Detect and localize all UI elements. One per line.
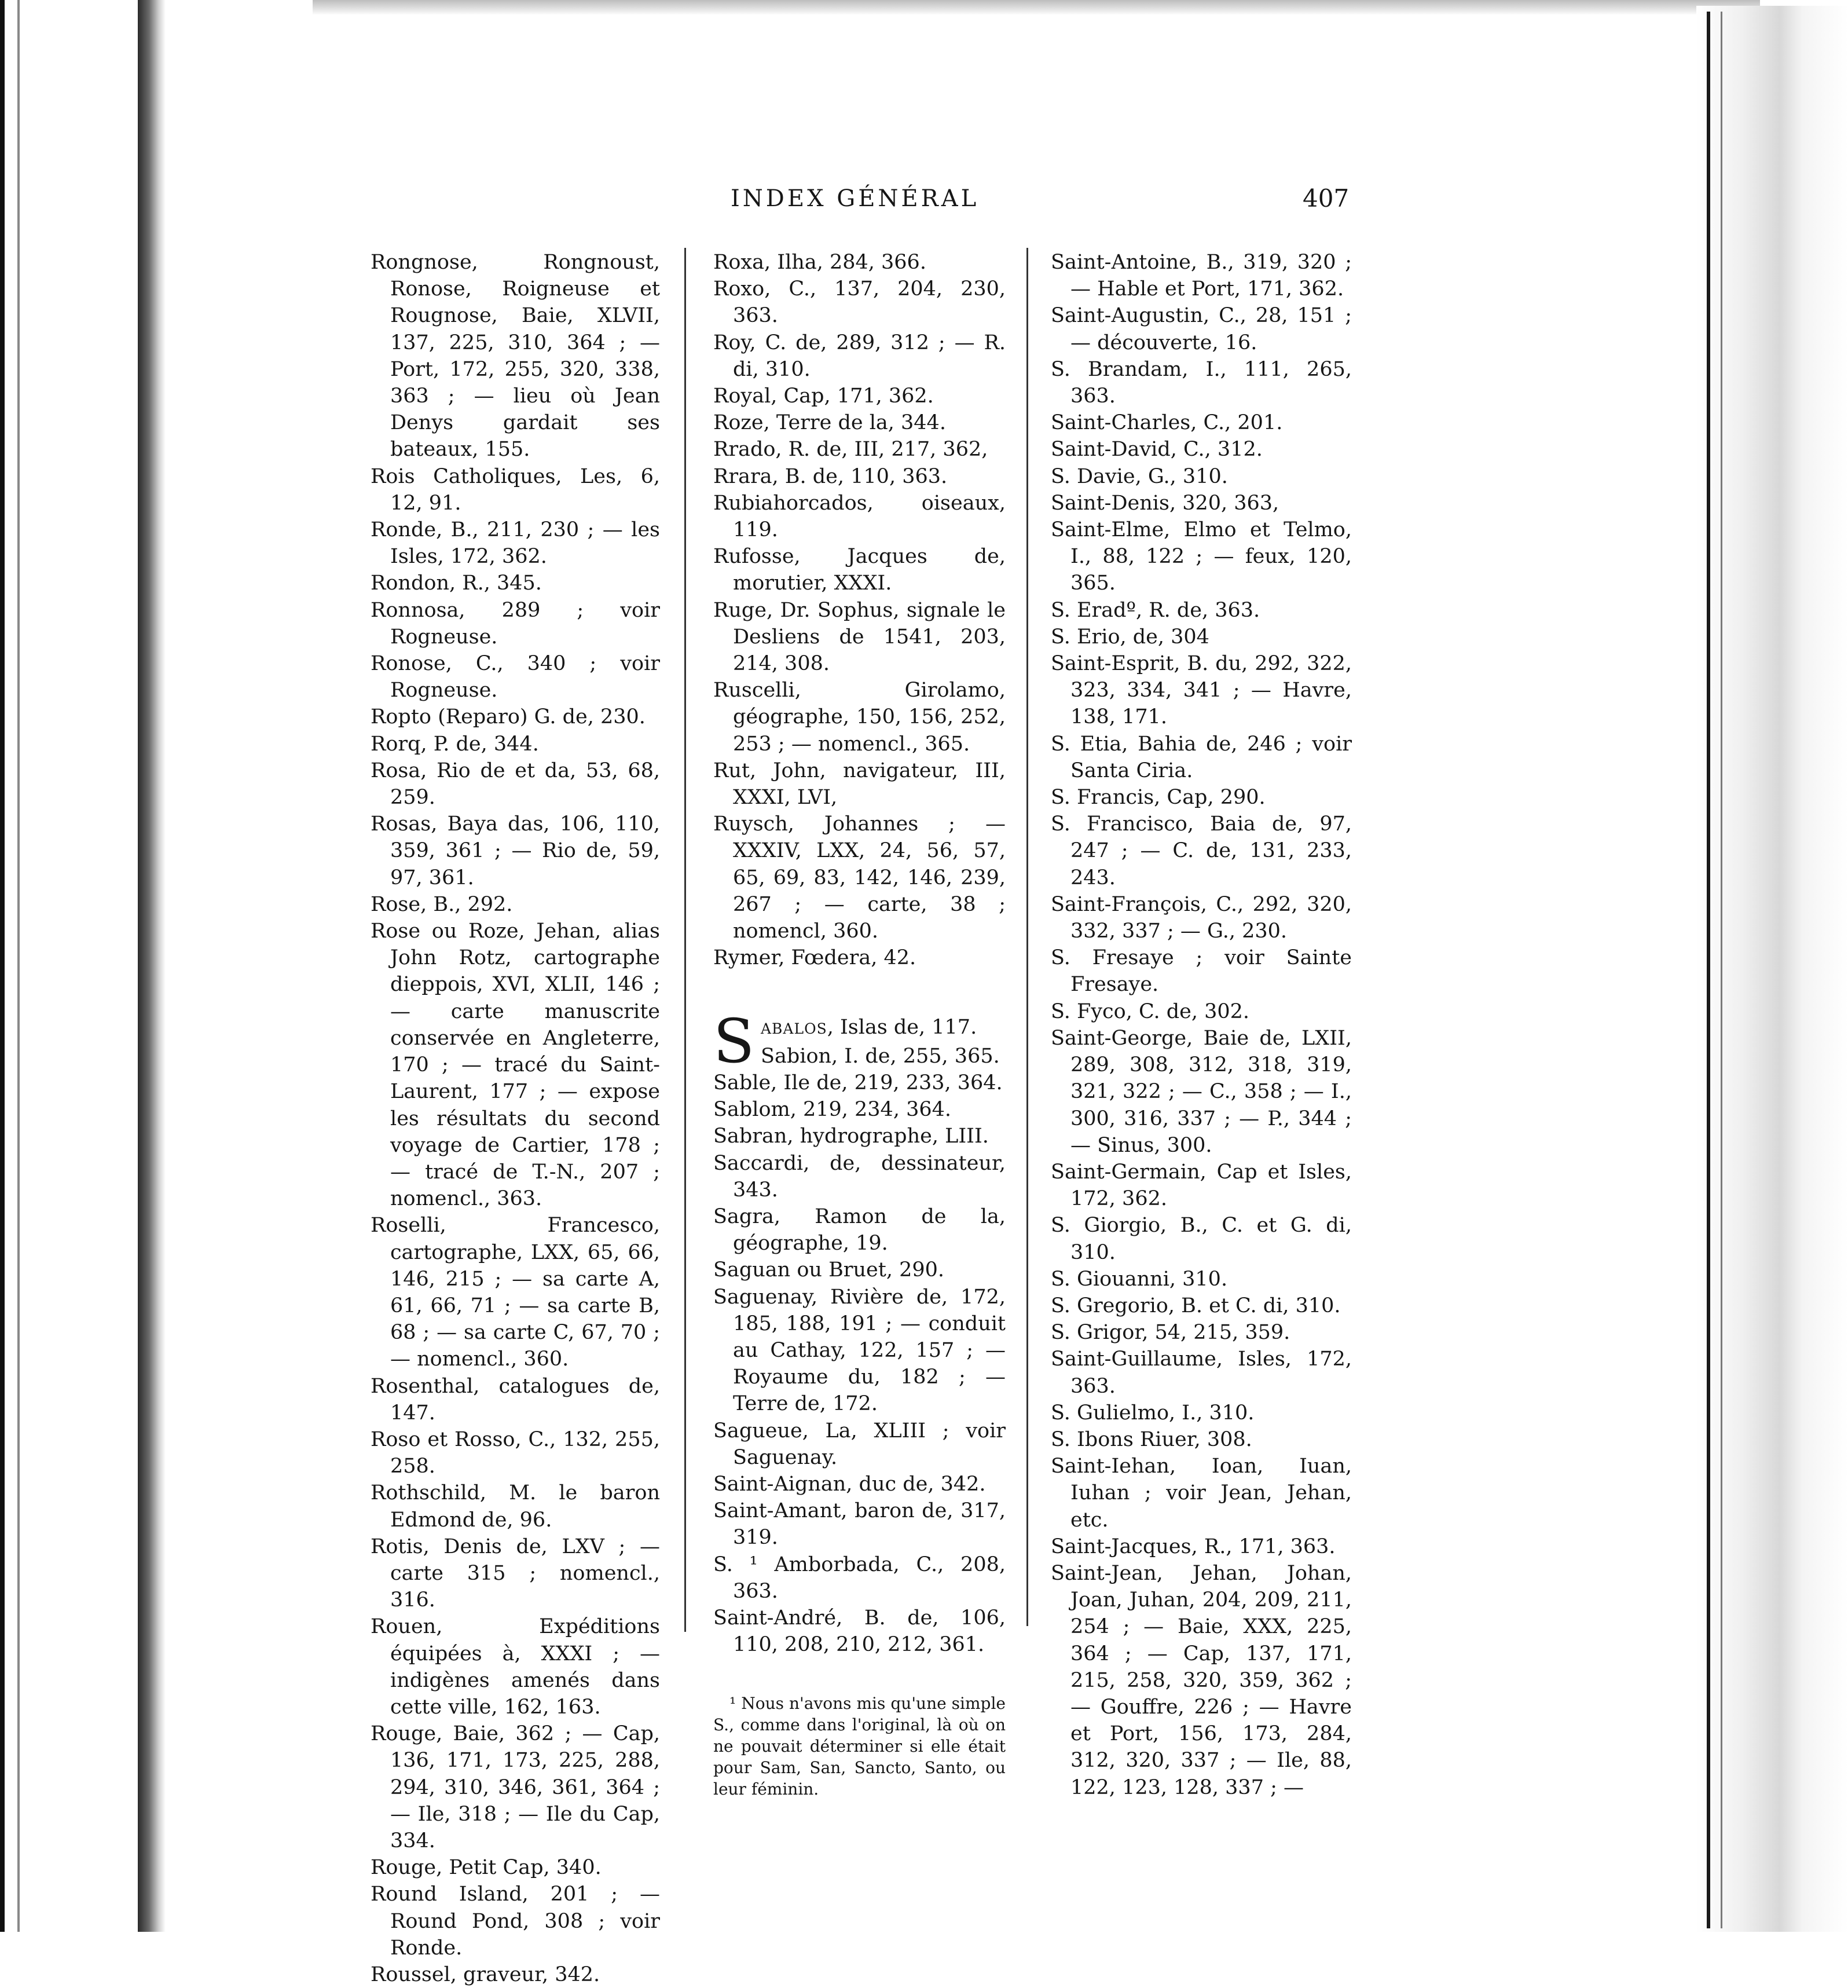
index-entry: Roselli, Francesco, cartographe, LXX, 65, 66, 146, 215 ; — sa carte A, 61, 66, 71 ; — sa carte B, 68 ; — sa carte C, 67, 70 ; — nomencl., 360. (371, 1214, 660, 1371)
index-entry: Rufosse, Jacques de, morutier, XXXI. (713, 545, 1006, 595)
index-entry: Royal, Cap, 171, 362. (713, 385, 934, 408)
index-entry: Saint-Germain, Cap et Isles, 172, 362. (1051, 1160, 1352, 1211)
entry-text: , Islas de, 117. (827, 1016, 977, 1039)
index-entry: Rondon, R., 345. (371, 572, 542, 595)
index-entry: Saint-Amant, baron de, 317, 319. (713, 1499, 1006, 1550)
index-column-2 (713, 249, 1006, 1816)
index-entry: S. Etia, Bahia de, 246 ; voir Santa Ciria. (1051, 732, 1352, 782)
index-entry: Saint-Aignan, duc de, 342. (713, 1472, 986, 1496)
page-edge-line (1707, 12, 1710, 1928)
index-entry: S. Fyco, C. de, 302. (1051, 1000, 1250, 1023)
index-entry: Rongnose, Rongnoust, Ronose, Roigneuse et Rougnose, Baie, XLVII, 137, 225, 310, 364 ; — Port, 172, 255, 320, 338, 363 ; — lieu où Jean Denys gardait ses bateaux, 155. (371, 251, 660, 462)
index-entry: Saccardi, de, dessinateur, 343. (713, 1151, 1006, 1202)
column-rule-1 (684, 248, 686, 1632)
index-entry: S. Giouanni, 310. (1051, 1267, 1228, 1291)
index-entry: Saint-George, Baie de, LXII, 289, 308, 312, 318, 319, 321, 322 ; — C., 358 ; — I., 300, 316, 337 ; — P., 344 ; — Sinus, 300. (1051, 1026, 1352, 1157)
index-entry: Saint-Elme, Elmo et Telmo, I., 88, 122 ; — feux, 120, 365. (1051, 518, 1352, 595)
index-entry: Ruysch, Johannes ; — XXXIV, LXX, 24, 56, 57, 65, 69, 83, 142, 146, 239, 267 ; — carte, 38 ; nomencl, 360. (713, 812, 1006, 943)
index-entry: Ruge, Dr. Sophus, signale le Desliens de 1541, 203, 214, 308. (713, 598, 1006, 676)
index-entry: S. Eradº, R. de, 363. (1051, 598, 1260, 622)
index-entry: Rrado, R. de, III, 217, 362, (713, 438, 988, 462)
index-entry: Sablom, 219, 234, 364. (713, 1098, 951, 1122)
index-entry: Rymer, Fœdera, 42. (713, 946, 916, 970)
index-entry: Saint-François, C., 292, 320, 332, 337 ; — G., 230. (1051, 892, 1352, 943)
index-entry: Saint-Antoine, B., 319, 320 ; — Hable et Port, 171, 362. (1051, 251, 1352, 301)
index-entry: Saint-André, B. de, 106, 110, 208, 210, 212, 361. (713, 1606, 1006, 1657)
index-entry: Saguenay, Rivière de, 172, 185, 188, 191 ; — conduit au Cathay, 122, 157 ; — Royaume du, 182 ; — Terre de, 172. (713, 1285, 1006, 1416)
index-entry: Saint-Augustin, C., 28, 151 ; — découverte, 16. (1051, 304, 1352, 354)
small-caps-text: ABALOS (761, 1020, 827, 1038)
index-entry: Rotis, Denis de, LXV ; — carte 315 ; nomencl., 316. (371, 1535, 660, 1612)
footnote: ¹ Nous n'avons mis qu'une simple S., comme dans l'original, là où on ne pouvait déterminer si elle était pour Sam, San, Sancto, Santo, ou leur féminin. (713, 1694, 1006, 1799)
index-entry: Rouge, Baie, 362 ; — Cap, 136, 171, 173, 225, 288, 294, 310, 346, 361, 364 ; — Ile, 318 ; — Ile du Cap, 334. (371, 1722, 660, 1852)
index-entry: Ruscelli, Girolamo, géographe, 150, 156, 252, 253 ; — nomencl., 365. (713, 679, 1006, 756)
index-entry: Sabion, I. de, 255, 365. (761, 1044, 1000, 1068)
index-entry: Saint-Charles, C., 201. (1051, 411, 1283, 435)
index-entry: Roxo, C., 137, 204, 230, 363. (713, 277, 1006, 328)
index-entry: Saint-Iehan, Ioan, Iuan, Iuhan ; voir Jean, Jehan, etc. (1051, 1455, 1352, 1532)
index-entry: Ronose, C., 340 ; voir Rogneuse. (371, 652, 660, 702)
index-entry (761, 1014, 1006, 1042)
index-entry: Ronde, B., 211, 230 ; — les Isles, 172, 362. (371, 518, 660, 569)
index-entry: Saint-Guillaume, Isles, 172, 363. (1051, 1348, 1352, 1398)
index-entry: S. Francis, Cap, 290. (1051, 786, 1266, 810)
index-entry: Sagueue, La, XLIII ; voir Saguenay. (713, 1419, 1006, 1469)
index-entry: Saint-David, C., 312. (1051, 438, 1263, 462)
page-number: 407 (1303, 184, 1350, 213)
index-entry: Rorq, P. de, 344. (371, 732, 539, 756)
index-entry: Rothschild, M. le baron Edmond de, 96. (371, 1481, 660, 1532)
index-entry: Sable, Ile de, 219, 233, 364. (713, 1071, 1003, 1094)
index-entry: Roy, C. de, 289, 312 ; — R. di, 310. (713, 331, 1006, 381)
index-entry: Saint-Jean, Jehan, Johan, Joan, Juhan, 204, 209, 211, 254 ; — Baie, XXX, 225, 364 ; — Cap, 137, 171, 215, 258, 320, 359, 362 ; — Gouffre, 226 ; — Havre et Port, 156, 173, 284, 312, 320, 337 ; — Ile, 88, 122, 123, 128, 337 ; — (1051, 1561, 1352, 1799)
section-letter-s (713, 1006, 1006, 1800)
index-entry: S. Erio, de, 304 (1051, 625, 1209, 649)
index-entry: Saint-Jacques, R., 171, 363. (1051, 1535, 1336, 1558)
index-entry: S. Gulielmo, I., 310. (1051, 1401, 1255, 1425)
index-entry: Roso et Rosso, C., 132, 255, 258. (371, 1427, 660, 1478)
book-gutter-shadow (138, 0, 166, 1932)
index-entry: Saint-Denis, 320, 363, (1051, 491, 1279, 515)
index-entry: S. Giorgio, B., C. et G. di, 310. (1051, 1214, 1352, 1264)
index-entry: Rois Catholiques, Les, 6, 12, 91. (371, 464, 660, 515)
column-rule-2 (1026, 248, 1028, 1626)
index-entry: Sabran, hydrographe, LIII. (713, 1125, 989, 1148)
index-entry: S. Brandam, I., 111, 265, 363. (1051, 357, 1352, 408)
index-entry: Rosa, Rio de et da, 53, 68, 259. (371, 759, 660, 810)
index-entry: Rouge, Petit Cap, 340. (371, 1856, 602, 1880)
index-entry: Saint-Esprit, B. du, 292, 322, 323, 334, 341 ; — Havre, 138, 171. (1051, 652, 1352, 729)
index-entry: Ronnosa, 289 ; voir Rogneuse. (371, 598, 660, 649)
scan-top-edge (313, 0, 1760, 15)
index-entry: Roze, Terre de la, 344. (713, 411, 946, 435)
index-entry: S. Fresaye ; voir Sainte Fresaye. (1051, 946, 1352, 997)
index-entry: Sagra, Ramon de la, géographe, 19. (713, 1204, 1006, 1255)
index-entry: S. Gregorio, B. et C. di, 310. (1051, 1294, 1341, 1317)
index-entry: S. Grigor, 54, 215, 359. (1051, 1321, 1290, 1345)
index-entry: Ropto (Reparo) G. de, 230. (371, 705, 646, 729)
index-entry: Roussel, graveur, 342. (371, 1963, 600, 1986)
scan-left-edge-line (17, 0, 20, 1932)
index-entry: Round Island, 201 ; — Round Pond, 308 ; voir Ronde. (371, 1883, 660, 1960)
index-column-3 (1051, 249, 1352, 1801)
index-entry: Rut, John, navigateur, III, XXXI, LVI, (713, 759, 1006, 810)
index-entry: Roxa, Ilha, 284, 366. (713, 251, 926, 274)
index-entry: S. Francisco, Baia de, 97, 247 ; — C. de, 131, 233, 243. (1051, 812, 1352, 889)
index-entry: Rosenthal, catalogues de, 147. (371, 1374, 660, 1425)
page-edge-line-inner (1721, 12, 1722, 1928)
index-entry: Rosas, Baya das, 106, 110, 359, 361 ; — Rio de, 59, 97, 361. (371, 812, 660, 889)
section-s-lead (713, 1006, 1006, 1077)
running-head: INDEX GÉNÉRAL (731, 185, 980, 212)
index-entry: S. Ibons Riuer, 308. (1051, 1427, 1252, 1451)
scan-left-edge (0, 0, 5, 1932)
index-entry: Rubiahorcados, oiseaux, 119. (713, 491, 1006, 542)
page-edge-right (1696, 6, 1848, 1932)
drop-cap: S (713, 1006, 755, 1077)
index-entry: S. Davie, G., 310. (1051, 464, 1228, 488)
index-entry: Saguan ou Bruet, 290. (713, 1258, 945, 1282)
index-entry: Rose ou Roze, Jehan, alias John Rotz, cartographe dieppois, XVI, XLII, 146 ; — carte manuscrite conservée en Angleterre, 170 ; — tracé du Saint-Laurent, 177 ; — expose les résultats du second voyage de Cartier, 178 ; — tracé de T.-N., 207 ; nomencl., 363. (371, 920, 660, 1211)
index-entry: S. ¹ Amborbada, C., 208, 363. (713, 1553, 1006, 1603)
index-entry: Rrara, B. de, 110, 363. (713, 464, 948, 488)
index-entry: Rose, B., 292. (371, 892, 513, 916)
index-entry: Rouen, Expéditions équipées à, XXXI ; — indigènes amenés dans cette ville, 162, 163. (371, 1615, 660, 1719)
index-column-1 (371, 249, 660, 1988)
